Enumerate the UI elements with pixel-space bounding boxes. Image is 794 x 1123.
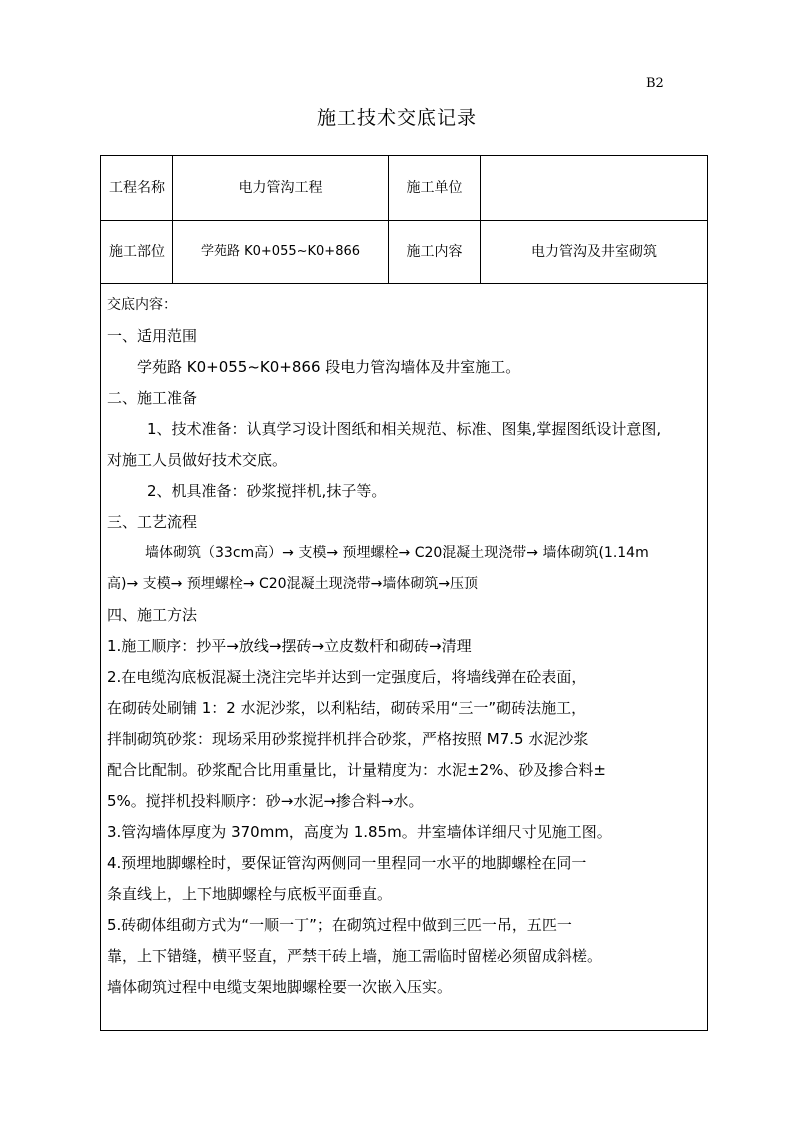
record-table [100, 155, 708, 1031]
content-line: 学苑路 K0+055~K0+866 段电力管沟墙体及井室施工。 [137, 358, 521, 376]
disclosure-content [101, 284, 707, 1030]
construction-content-label: 施工内容 [406, 243, 463, 260]
section-heading: 三、工艺流程 [107, 513, 198, 531]
construction-part-value: 学苑路 K0+055~K0+866 [200, 243, 361, 259]
content-line: 在砌砖处刷铺 1：2 水泥沙浆，以利粘结，砌砖采用“三一”砌砖法施工， [107, 699, 587, 717]
section-heading: 四、施工方法 [107, 606, 198, 624]
content-line: 对施工人员做好技术交底。 [107, 451, 288, 469]
construction-unit-label: 施工单位 [406, 180, 463, 196]
construction-part-label: 施工部位 [109, 244, 165, 260]
content-line: 条直线上，上下地脚螺栓与底板平面垂直。 [107, 885, 393, 903]
content-line: 5.砖砌体组砌方式为“一顺一丁”；在砌筑过程中做到三匹一吊，五匹一 [107, 916, 572, 934]
project-name-value: 电力管沟工程 [238, 180, 323, 196]
section-heading: 一、适用范围 [107, 327, 198, 345]
content-line: 靠，上下错缝，横平竖直，严禁干砖上墙，施工需临时留槎必须留成斜槎。 [107, 947, 603, 965]
content-line: 1.施工顺序：抄平→放线→摆砖→立皮数杆和砌砖→清理 [107, 637, 472, 655]
content-line: 2、机具准备：砂浆搅拌机,抹子等。 [147, 482, 387, 500]
content-line: 2.在电缆沟底板混凝土浇注完毕并达到一定强度后，将墙线弹在砼表面， [107, 668, 587, 686]
content-line: 墙体砌筑（33cm高）→ 支模→ 预埋螺栓→ C20混凝土现浇带→ 墙体砌筑(1.14m [145, 545, 649, 561]
content-line: 配合比配制。砂浆配合比用重量比，计量精度为：水泥±2%、砂及掺合料± [107, 761, 606, 779]
content-line: 高)→ 支模→ 预埋螺栓→ C20混凝土现浇带→墙体砌筑→压顶 [107, 576, 479, 592]
document-code: B2 [646, 76, 664, 91]
document-title: 施工技术交底记录 [316, 107, 477, 129]
construction-unit-value [481, 156, 707, 220]
project-name-label: 工程名称 [109, 180, 165, 196]
content-line: 3.管沟墙体厚度为 370mm，高度为 1.85m。井室墙体详细尺寸见施工图。 [107, 823, 612, 841]
construction-content-value: 电力管沟及井室砌筑 [531, 243, 657, 260]
content-line: 4.预埋地脚螺栓时，要保证管沟两侧同一里程同一水平的地脚螺栓在同一 [107, 854, 587, 872]
section-heading: 二、施工准备 [107, 389, 198, 407]
content-line: 拌制砌筑砂浆：现场采用砂浆搅拌机拌合砂浆，严格按照 M7.5 水泥沙浆 [107, 730, 589, 748]
content-line: 5%。搅拌机投料顺序：砂→水泥→掺合料→水。 [107, 792, 424, 810]
content-line: 墙体砌筑过程中电缆支架地脚螺栓要一次嵌入压实。 [107, 978, 453, 996]
content-heading: 交底内容： [107, 297, 177, 313]
content-line: 1、技术准备：认真学习设计图纸和相关规范、标准、图集,掌握图纸设计意图, [147, 420, 662, 438]
